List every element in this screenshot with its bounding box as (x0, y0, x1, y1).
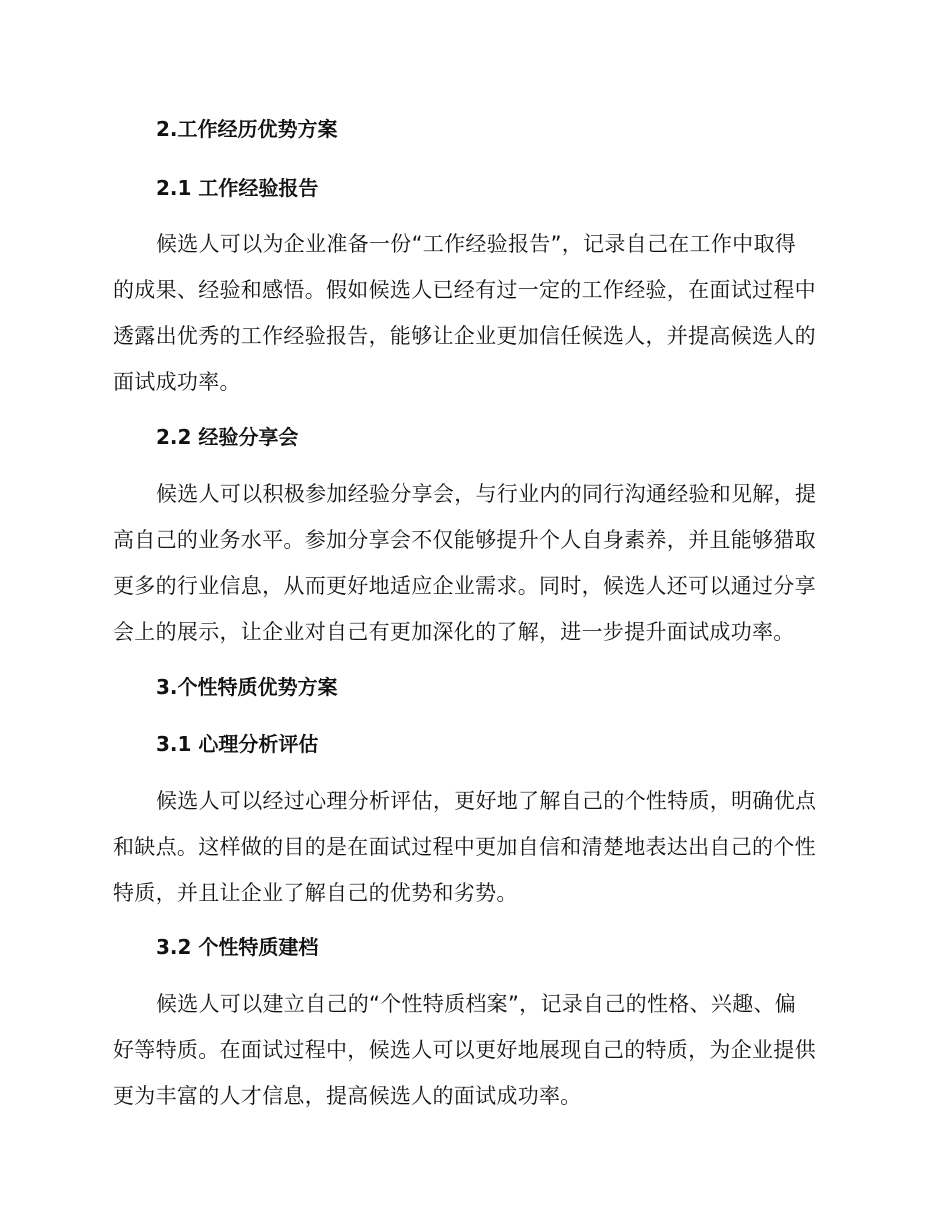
paragraph-line: 好等特质。在面试过程中，候选人可以更好地展现自己的特质，为企业提供 (113, 1038, 816, 1062)
subsection-heading-3-1: 3.1 心理分析评估 (156, 732, 319, 756)
paragraph-line: 和缺点。这样做的目的是在面试过程中更加自信和清楚地表达出自己的个性 (113, 835, 816, 859)
subsection-heading-2-1: 2.1 工作经验报告 (156, 176, 319, 200)
paragraph-2-1 (113, 229, 833, 413)
paragraph-line: 候选人可以经过心理分析评估，更好地了解自己的个性特质，明确优点 (156, 789, 817, 813)
section-heading-2: 2.工作经历优势方案 (156, 117, 338, 141)
paragraph-3-1 (113, 786, 833, 924)
paragraph-line: 会上的展示，让企业对自己有更加深化的了解，进一步提升面试成功率。 (113, 620, 795, 644)
paragraph-line: 候选人可以积极参加经验分享会，与行业内的同行沟通经验和见解，提 (156, 482, 817, 506)
paragraph-line: 候选人可以为企业准备一份“工作经验报告”，记录自己在工作中取得 (156, 232, 797, 256)
paragraph-line: 更多的行业信息，从而更好地适应企业需求。同时，候选人还可以通过分享 (113, 574, 816, 598)
paragraph-line: 高自己的业务水平。参加分享会不仅能够提升个人自身素养，并且能够猎取 (113, 528, 816, 552)
paragraph-line: 透露出优秀的工作经验报告，能够让企业更加信任候选人，并提高候选人的 (113, 324, 816, 348)
paragraph-line: 的成果、经验和感悟。假如候选人已经有过一定的工作经验，在面试过程中 (113, 278, 816, 302)
section-heading-3: 3.个性特质优势方案 (156, 675, 338, 699)
paragraph-2-2 (113, 479, 833, 663)
paragraph-line: 候选人可以建立自己的“个性特质档案”，记录自己的性格、兴趣、偏 (156, 992, 797, 1016)
paragraph-line: 更为丰富的人才信息，提高候选人的面试成功率。 (113, 1084, 582, 1108)
paragraph-line: 面试成功率。 (113, 370, 241, 394)
subsection-heading-3-2: 3.2 个性特质建档 (156, 935, 319, 959)
subsection-heading-2-2: 2.2 经验分享会 (156, 425, 299, 449)
paragraph-line: 特质，并且让企业了解自己的优势和劣势。 (113, 881, 518, 905)
paragraph-3-2 (113, 989, 833, 1127)
